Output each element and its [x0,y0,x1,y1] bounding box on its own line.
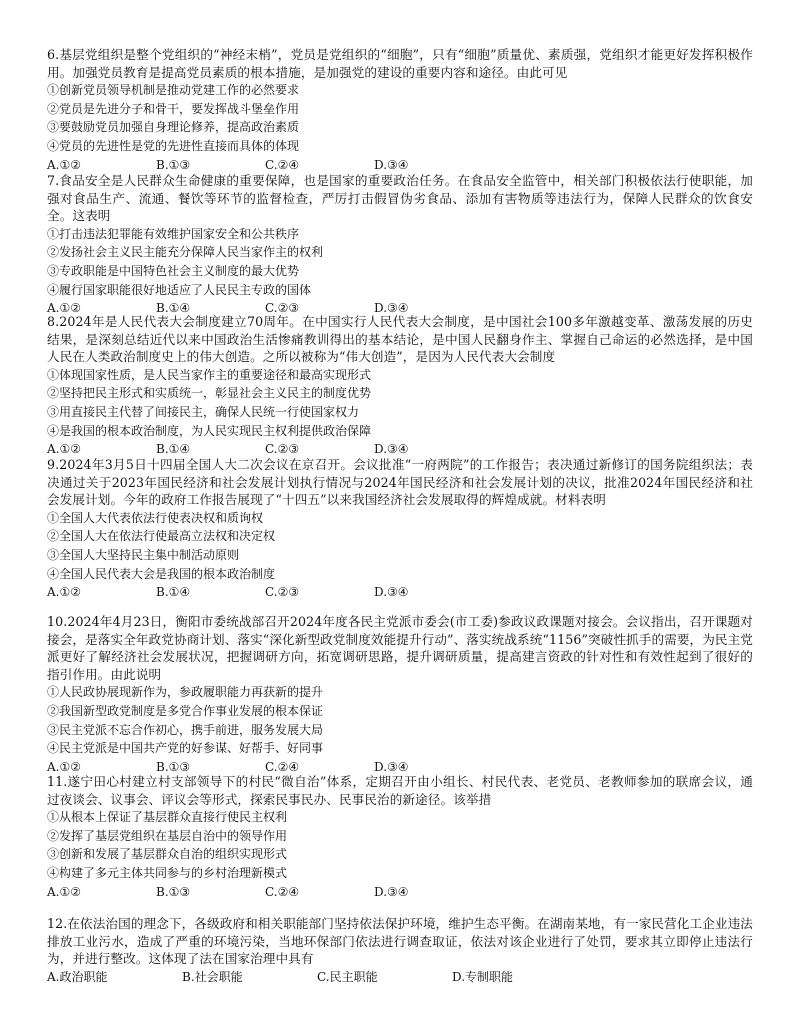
option-2: ②发扬社会主义民主能充分保障人民当家作主的权利 [47,245,324,260]
option-2: ②我国新型政党制度是多党合作事业发展的根本保证 [47,703,324,718]
choice-c: C.②④ [265,759,300,774]
choice-d: D.③④ [374,884,409,899]
question-7 [47,172,753,317]
option-4: ④构建了多元主体共同参与的乡村治理新模式 [47,865,288,880]
option-1: ①创新党员领导机制是推动党建工作的必然要求 [47,83,300,98]
question-8 [47,313,753,458]
choice-b: B.①③ [156,759,191,774]
answer-choices [47,156,753,174]
question-stem: 8.2024年是人民代表大会制度建立70周年。在中国实行人民代表大会制度，是中国社会100多年激越变革、激荡发展的历史结果，是深刻总结近代以来中国政治生活惨痛教训得出的基本结论，是中国人民翻身作主、掌握自己命运的必然选择，是中国人民在人类政治制度史上的伟大创造。之所以被称为“伟大创造”，是因为人民代表大会制度 [47,314,753,365]
option-4: ④党员的先进性是党的先进性直接而具体的体现 [47,138,300,153]
question-stem: 6.基层党组织是整个党组织的“神经末梢”，党员是党组织的“细胞”，只有“细胞”质量优、素质强，党组织才能更好发挥积极作用。加强党员教育是提高党员素质的根本措施，是加强党的建设的重要内容和途径。由此可见 [47,47,753,80]
question-stem: 7.食品安全是人民群众生命健康的重要保障，也是国家的重要政治任务。在食品安全监管中，相关部门积极依法行使职能，加强对食品生产、流通、餐饮等环节的监督检查，严厉打击假冒伪劣食品、添加有害物质等违法行为，保障人民群众的饮食安全。这表明 [47,173,753,224]
option-1: ①从根本上保证了基层群众直接行使民主权利 [47,810,288,825]
choice-d: D.③④ [374,759,409,774]
option-2: ②党员是先进分子和骨干，要发挥战斗堡垒作用 [47,101,300,116]
option-3: ③专政职能是中国特色社会主义制度的最大优势 [47,263,300,278]
option-3: ③全国人大坚持民主集中制活动原则 [47,547,240,562]
option-1: ①体现国家性质，是人民当家作主的重要途径和最高实现形式 [47,367,372,382]
question-9 [47,456,753,601]
choice-a: A.①② [47,585,81,600]
choice-a: A.①② [47,157,81,172]
choice-b: B.社会职能 [182,969,243,984]
answer-choices [47,883,753,901]
option-3: ③民主党派不忘合作初心，携手前进，服务发展大局 [47,722,324,737]
choice-d: D.③④ [374,585,409,600]
option-3: ③创新和发展了基层群众自治的组织实现形式 [47,847,288,862]
question-stem: 11.遂宁田心村建立村支部领导下的村民“微自治”体系，定期召开由小组长、村民代表、老党员、老教师参加的联席会议，通过夜谈会、议事会、评议会等形式，探索民事民办、民事民治的新途径。该举措 [47,774,753,807]
question-stem: 10.2024年4月23日，衡阳市委统战部召开2024年度各民主党派市委会(市工委)参政议政课题对接会。会议指出，召开课题对接会，是落实全年政党协商计划、落实“深化新型政党制度效能提升行动”、落实统战系统“1156”突破性抓手的需要，为民主党派更好了解经济社会发展状况，把握调研方向，拓宽调研思路，提升调研质量，提高建言资政的针对性和有效性起到了很好的指引作用。由此说明 [47,614,753,682]
choice-d: D.③④ [374,442,409,457]
option-1: ①人民政协展现新作为，参政履职能力再获新的提升 [47,685,324,700]
option-1: ①全国人大代表依法行使表决权和质询权 [47,510,264,525]
option-4: ④履行国家职能很好地适应了人民民主专政的国体 [47,282,312,297]
choice-c: C.②③ [265,585,300,600]
choice-b: B.①③ [156,157,191,172]
choice-c: C.民主职能 [317,969,378,984]
choice-c: C.②③ [265,442,300,457]
option-1: ①打击违法犯罪能有效维护国家安全和公共秩序 [47,226,300,241]
question-6 [47,46,753,174]
question-stem: 9.2024年3月5日十四届全国人大二次会议在京召开。会议批准“一府两院”的工作报告；表决通过新修订的国务院组织法；表决通过关于2023年国民经济和社会发展计划执行情况与2024年国民经济和社会发展计划的决议，批准2024年国民经济和社会发展计划。今年的政府工作报告展现了“十四五”以来我国经济社会发展取得的辉煌成就。材料表明 [47,457,753,508]
option-4: ④全国人民代表大会是我国的根本政治制度 [47,566,276,581]
choice-b: B.①③ [156,884,191,899]
question-stem: 12.在依法治国的理念下，各级政府和相关职能部门坚持依法保护环境，维护生态平衡。在湖南某地，有一家民营化工企业违法排放工业污水，造成了严重的环境污染，当地环保部门依法进行调查取证，依法对该企业进行了处罚，要求其立即停止违法行为，并进行整改。这体现了法在国家治理中具有 [47,916,753,967]
choice-d: D.专制职能 [452,969,514,984]
question-12 [47,915,753,986]
choice-a: A.①② [47,301,81,316]
answer-choices [47,968,753,986]
option-4: ④民主党派是中国共产党的好参谋、好帮手、好同事 [47,741,324,756]
option-3: ③用直接民主代替了间接民主，确保人民统一行使国家权力 [47,404,360,419]
option-2: ②发挥了基层党组织在基层自治中的领导作用 [47,828,288,843]
choice-b: B.①④ [156,585,191,600]
choice-a: A.①② [47,759,81,774]
option-3: ③要鼓励党员加强自身理论修养，提高政治素质 [47,120,300,135]
choice-d: D.③④ [374,301,409,316]
choice-d: D.③④ [374,157,409,172]
choice-a: A.①② [47,884,81,899]
question-11 [47,773,753,901]
option-2: ②全国人大在依法行使最高立法权和决定权 [47,529,276,544]
choice-c: C.②③ [265,301,300,316]
choice-c: C.②④ [265,884,300,899]
answer-choices [47,583,753,601]
question-10 [47,613,753,776]
choice-b: B.①④ [156,301,191,316]
choice-a: A.政治职能 [47,969,108,984]
option-4: ④是我国的根本政治制度，为人民实现民主权利提供政治保障 [47,423,372,438]
choice-c: C.②④ [265,157,300,172]
option-2: ②坚持把民主形式和实质统一，彰显社会主义民主的制度优势 [47,386,372,401]
choice-a: A.①② [47,442,81,457]
choice-b: B.①④ [156,442,191,457]
